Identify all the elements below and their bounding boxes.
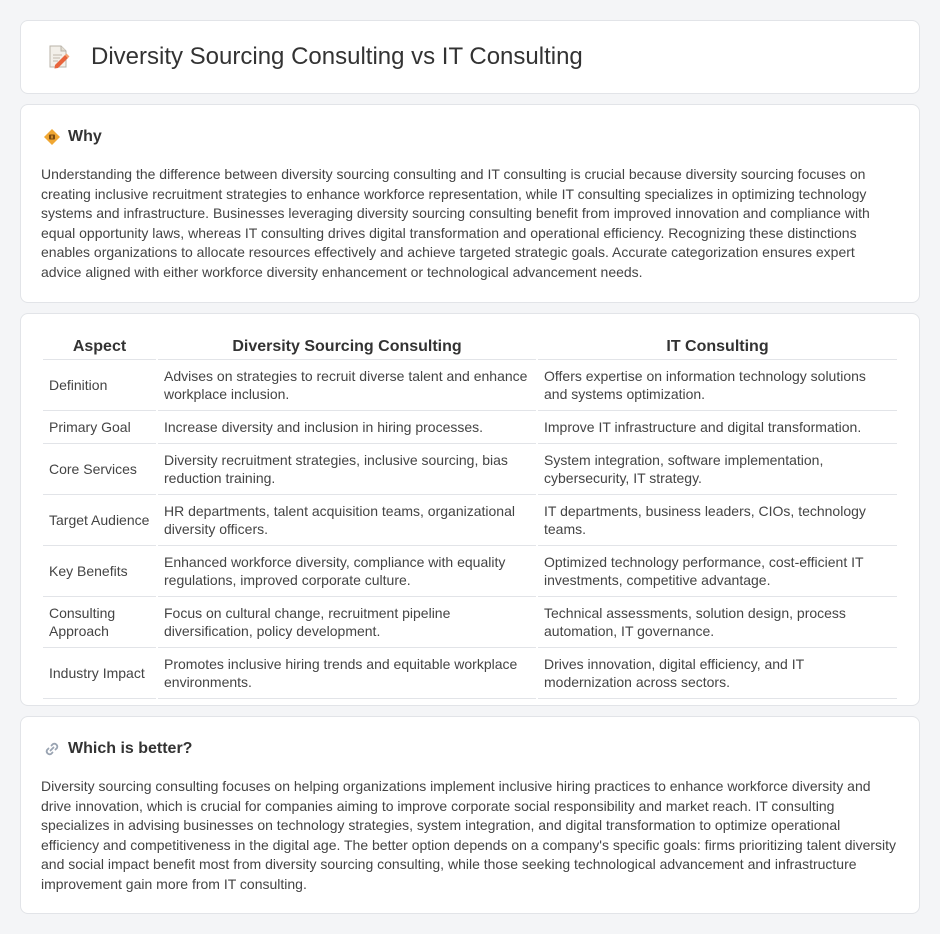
it-cell: System integration, software implementation, cybersecurity, IT strategy. [538,444,897,495]
diversity-cell: Enhanced workforce diversity, compliance with equality regulations, improved corporate culture. [158,546,536,597]
diversity-cell: Focus on cultural change, recruitment pipeline diversification, policy development. [158,597,536,648]
it-cell: Technical assessments, solution design, process automation, IT governance. [538,597,897,648]
table-header-row [43,336,897,360]
it-cell: Offers expertise on information technology solutions and systems optimization. [538,360,897,411]
which-is-better-section [20,716,920,914]
link-icon [43,740,61,758]
table-row [43,546,897,597]
why-section [20,104,920,303]
table-row [43,495,897,546]
diversity-cell: HR departments, talent acquisition teams, organizational diversity officers. [158,495,536,546]
better-heading [43,740,192,758]
title-card [20,20,920,94]
page-title: Diversity Sourcing Consulting vs IT Consulting [91,43,583,70]
why-heading [43,128,102,146]
table-row [43,648,897,699]
aspect-cell: Key Benefits [43,546,156,597]
comparison-table [41,336,899,699]
header-it-consulting: IT Consulting [538,336,897,360]
diversity-cell: Promotes inclusive hiring trends and equitable workplace environments. [158,648,536,699]
aspect-cell: Consulting Approach [43,597,156,648]
it-cell: Improve IT infrastructure and digital transformation. [538,411,897,444]
table-row [43,444,897,495]
why-body: Understanding the difference between diversity sourcing consulting and IT consulting is crucial because diversity sourcing focuses on creating inclusive recruitment strategies to enhance workforce representation, while IT consulting specializes in optimizing technology systems and infrastructure. Businesses leveraging diversity sourcing consulting benefit from improved innovation and compliance with equal opportunity laws, whereas IT consulting drives digital transformation and operational efficiency. Recognizing these distinctions enables organizations to allocate resources effectively and achieve targeted strategic goals. Accurate categorization ensures expert advice aligned with either workforce diversity enhancement or technological advancement needs. [41,166,870,280]
why-title: Why [68,128,102,145]
it-cell: Drives innovation, digital efficiency, and IT modernization across sectors. [538,648,897,699]
aspect-cell: Primary Goal [43,411,156,444]
aspect-cell: Target Audience [43,495,156,546]
table-row [43,411,897,444]
header-diversity-sourcing: Diversity Sourcing Consulting [158,336,536,360]
diversity-cell: Increase diversity and inclusion in hiring processes. [158,411,536,444]
better-title: Which is better? [68,740,193,757]
diversity-cell: Diversity recruitment strategies, inclusive sourcing, bias reduction training. [158,444,536,495]
comparison-table-card [20,313,920,706]
diversity-cell: Advises on strategies to recruit diverse talent and enhance workplace inclusion. [158,360,536,411]
aspect-cell: Core Services [43,444,156,495]
aspect-cell: Industry Impact [43,648,156,699]
better-body: Diversity sourcing consulting focuses on helping organizations implement inclusive hiring practices to enhance workforce diversity and drive innovation, which is crucial for companies aiming to improve corporate social responsibility and market reach. IT consulting specializes in advising businesses on technology strategies, system integration, and digital transformation to optimize operational efficiency and competitiveness in the digital age. The better option depends on a company's specific goals: firms prioritizing talent diversity and social impact benefit most from diversity sourcing consulting, while those seeking technological advancement and infrastructure improvement gain more from IT consulting. [41,778,897,892]
table-row [43,597,897,648]
table-row [43,360,897,411]
it-cell: IT departments, business leaders, CIOs, technology teams. [538,495,897,546]
it-cell: Optimized technology performance, cost-efficient IT investments, competitive advantage. [538,546,897,597]
aspect-cell: Definition [43,360,156,411]
diamond-warning-icon [43,128,61,146]
header-aspect: Aspect [43,336,156,360]
document-pencil-icon [45,44,71,70]
